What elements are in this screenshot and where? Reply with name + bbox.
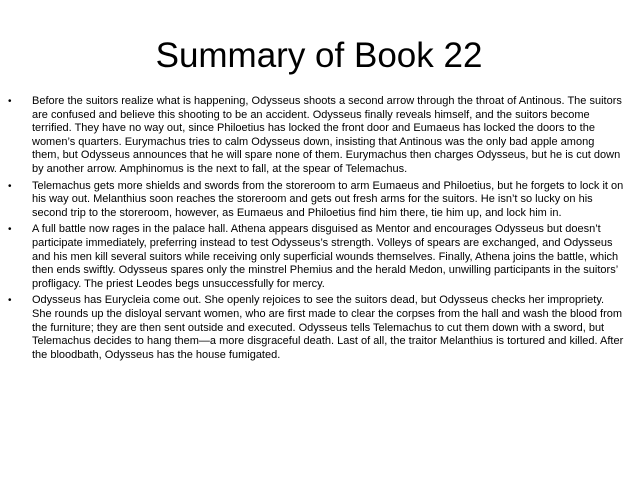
bullet-item — [8, 294, 624, 362]
bullet-item — [8, 223, 624, 291]
bullet-item — [8, 95, 624, 177]
bullet-item — [8, 180, 624, 221]
bullet-icon: • — [8, 96, 12, 107]
bullet-icon: • — [8, 224, 12, 236]
bullet-icon: • — [8, 180, 12, 192]
bullet-text: Telemachus gets more shields and swords from the storeroom to arm Eumaeus and Philoetius, but he forgets to lock it on his way out. Melanthius soon reaches the storeroom and gets out fresh arms for the suitors. He isn’t so lucky on his second trip to the storeroom, however, as Eumaeus and Philoetius find him there, tie him up, and lock him in. — [32, 179, 624, 219]
bullet-icon: • — [8, 295, 12, 307]
bullet-text: Before the suitors realize what is happening, Odysseus shoots a second arrow through the throat of Antinous. The suitors are confused and believe this shooting to be an accident. Odysseus finally reveals himself, and the suitors become terrified. They have no way out, since Philoetius has locked the front door and Eumaeus has locked the doors to the women’s quarters. Eurymachus tries to calm Odysseus down, insisting that Antinous was the only bad apple among them, but Odysseus announces that he will spare none of them. Eurymachus then charges Odysseus, but he is cut down by another arrow. Amphinomus is the next to fall, at the spear of Telemachus. — [32, 95, 622, 175]
bullet-text: A full battle now rages in the palace hall. Athena appears disguised as Mentor and encourages Odysseus but doesn’t participate immediately, preferring instead to test Odysseus’s strength. Volleys of spears are exchanged, and Odysseus and his men kill several suitors while receiving only superficial wounds themselves. Finally, Athena joins the battle, which then ends swiftly. Odysseus spares only the minstrel Phemius and the herald Medon, unwilling participants in the suitors’ profligacy. The priest Leodes begs unsuccessfully for mercy. — [32, 223, 619, 290]
bullet-text: Odysseus has Eurycleia come out. She openly rejoices to see the suitors dead, but Odysseus checks her impropriety. She rounds up the disloyal servant women, who are first made to clear the corpses from the hall and wash the blood from the furniture; they are then sent outside and executed. Odysseus tells Telemachus to cut them down with a sword, but Telemachus decides to hang them—a more disgraceful death. Last of all, the traitor Melanthius is tortured and killed. After the bloodbath, Odysseus has the house fumigated. — [32, 294, 624, 361]
bullet-list — [8, 95, 624, 365]
slide-title: Summary of Book 22 — [155, 36, 483, 75]
